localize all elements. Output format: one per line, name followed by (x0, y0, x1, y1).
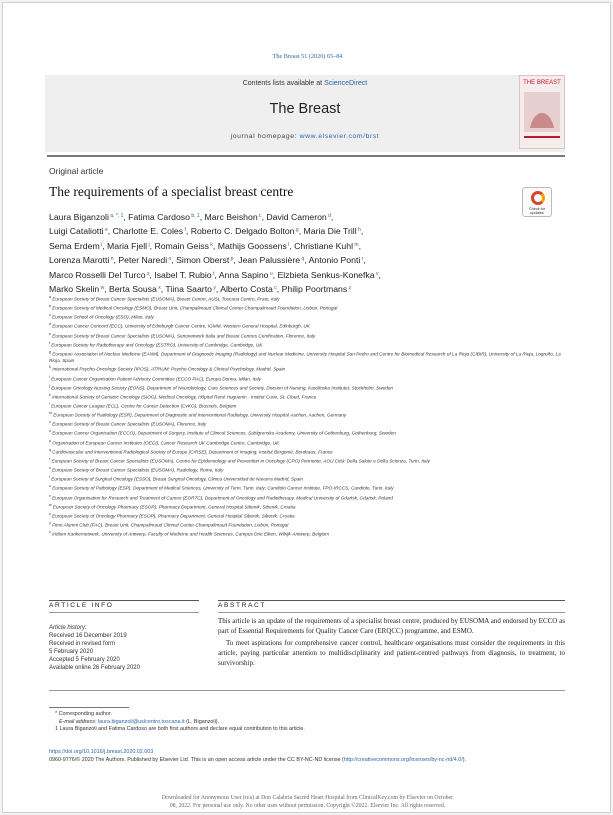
author-separator: , (363, 255, 366, 266)
author-affiliation-marker[interactable]: j (147, 241, 150, 248)
affiliation-item (49, 438, 565, 447)
contents-line (45, 80, 565, 87)
affiliation-key: h (49, 365, 51, 370)
author-name[interactable]: Marco Rosselli Del Turco (49, 269, 146, 280)
history-line: Available online 26 February 2020 (49, 665, 140, 672)
affiliation-key: w (49, 502, 52, 507)
author-name[interactable]: Sema Erdem (49, 240, 100, 251)
homepage-link[interactable]: www.elsevier.com/brst (299, 133, 380, 140)
affiliation-item (49, 321, 565, 330)
affiliation-text: International Society of Geriatric Oncology (SIOG), Medical Oncology, Hôpital René Huguenin - Institut Curie, St. Cloud, France (50, 394, 317, 400)
affiliation-key: f (49, 340, 50, 345)
author-name[interactable]: Berta Sousa (109, 284, 157, 295)
author-affiliation-marker[interactable]: a, *, 1 (108, 213, 124, 219)
affiliation-text: European Society of Breast Cancer Specialists (EUSOMA), Centre for Epidemiology and Prevention in Oncology (CPO) Piemonte, AOU Città' Della Salute e Della Scienza, Turin, Italy (50, 458, 430, 464)
doi-link[interactable]: https://doi.org/10.1016/j.breast.2020.02.003 (49, 749, 154, 755)
author-separator: , (212, 240, 218, 251)
affiliation-text: European Society of Pathology (ESP), Department of Medical Sciences, University of Turin, Turin, Italy; Candiolo Cancer Institute, FPO-IRCCS, Candiolo, Turin, Italy (51, 485, 394, 491)
affiliation-key: s (49, 466, 51, 471)
affiliation-text: Cardiovascular and Interventional Radiological Society of Europe (CIRSE), Department of Imaging, Institut Bergonié, Bordeaux, France (51, 449, 333, 455)
license-link[interactable]: http://creativecommons.org/licenses/by-nc-nd/4.0/ (343, 757, 463, 763)
affiliation-item (49, 303, 565, 312)
affiliation-text: European Oncology Nursing Society (EONS), Department of Neurobiology, Care Sciences and Society, Division of Nursing, Karolinska Institutet, Stockholm, Sweden (49, 385, 394, 391)
author-name[interactable]: Marko Skelin (49, 284, 100, 295)
affiliation-text: European Society of Medical Oncology (ESMO), Breast Unit, Champalimaud Clinical Center-Champalimaud Foundation, Lisbon, Portugal (51, 305, 338, 311)
author-separator: , (330, 212, 334, 222)
affiliation-item (49, 374, 565, 383)
corresponding-email-link[interactable]: laura.biganzoli@uslcentro.toscana.it (97, 718, 185, 725)
author-name[interactable]: Laura Biganzoli (49, 212, 109, 222)
crossmark-icon (531, 191, 545, 205)
license-prefix: 0960-9776/© 2020 The Authors. Published by Elsevier Ltd. This is an open access article under the CC BY-NC-ND license ( (49, 757, 344, 763)
author-separator: , (214, 269, 219, 280)
affiliation-item (49, 331, 565, 340)
author-affiliation-marker[interactable]: r (360, 256, 364, 263)
equal-contribution-note: 1 Laura Biganzoli and Fatima Cardoso are both first authors and declare equal contribution to this article. (55, 726, 305, 733)
author-name[interactable]: Anna Sapino (218, 269, 269, 280)
author-name[interactable]: Tiina Saarto (165, 284, 212, 295)
author-separator: , (104, 284, 110, 295)
author-affiliation-marker[interactable]: e (103, 227, 108, 234)
affiliation-key: q (49, 447, 51, 452)
affiliation-text: European Organisation for Research and Treatment of Cancer (EORTC), Department of Oncology and Radiotherapy, Medical University of Gdańsk, Gdańsk, Poland (50, 495, 393, 501)
affiliation-item (49, 483, 565, 492)
author-separator: , (298, 226, 304, 237)
abstract-paragraph: To meet aspirations for comprehensive cancer control, healthcare organisations must consider the requirements in this article, paying particular attention to multidisciplinarity and patient-centred pathways from diagnosis, to treatment, to survivorship. (218, 638, 565, 667)
author-name[interactable]: Christiane Kuhl (294, 240, 354, 251)
affiliation-item (49, 529, 565, 538)
affiliation-item (49, 364, 565, 373)
abstract-body (218, 617, 565, 671)
author-separator: , (171, 255, 177, 266)
affiliation-text: European Society of Oncology Pharmacy (ESOP), Pharmacy Department, General Hospital Sibenik, Sibenik, Croatia (50, 513, 295, 519)
affiliation-item (49, 502, 565, 511)
affiliation-item (49, 294, 565, 303)
masthead-rule (47, 155, 565, 157)
author-name[interactable]: Romain Geiss (154, 240, 209, 251)
author-separator: , (289, 240, 295, 251)
abstract-rule-top (218, 600, 565, 601)
crossmark-label (523, 207, 551, 215)
affiliation-key: o (49, 429, 51, 434)
affiliation-key: e (49, 331, 51, 336)
affiliation-item (49, 401, 565, 410)
author-separator: , (149, 269, 155, 280)
author-affiliation-marker[interactable]: c (272, 285, 277, 292)
author-name[interactable]: Mathijs Goossens (217, 240, 287, 251)
author-name[interactable]: Peter Naredi (118, 255, 168, 266)
doi-and-license (49, 748, 565, 764)
affiliation-key: u (49, 484, 51, 489)
affiliation-item (49, 456, 565, 465)
journal-title: The Breast (269, 101, 341, 117)
author-name[interactable]: Isabel T. Rubio (154, 269, 212, 280)
article-history (49, 624, 199, 673)
affiliation-text: European Society for Radiotherapy and Oncology (ESTRO), University of Cambridge, Cambridge, UK (50, 342, 263, 348)
sciencedirect-link[interactable]: ScienceDirect (324, 80, 368, 87)
author-affiliation-marker[interactable]: b, 1 (189, 213, 200, 219)
cover-art (520, 88, 564, 148)
author-affiliation-marker[interactable]: u (268, 270, 273, 277)
affiliation-text: European Society of Surgical Oncology (ESSO), Breast Surgical Oncology, Clinica Universidad de Navarra Madrid, Spain (50, 476, 303, 482)
author-name[interactable]: Fatima Cardoso (128, 212, 190, 222)
affiliation-key: b (49, 304, 51, 309)
affiliation-text: European Cancer Concord (ECC), University of Edinburgh Cancer Centre, IGMM, Western General Hospital, Edinburgh, UK (51, 324, 310, 330)
author-separator: , (215, 284, 221, 295)
author-affiliation-marker[interactable]: o (167, 256, 172, 263)
affiliation-key: j (49, 383, 50, 388)
author-affiliation-marker[interactable]: l (286, 241, 290, 248)
email-line (49, 719, 565, 727)
affiliation-text: European Association of Nuclear Medicine (EANM), Department of Diagnostic Imaging (Radiology) and Nuclear Medicine, University Hospital San Pedro and Centre for Biomedical Research of La Rioja (CIBIR), University of La Rioja, Logroño, La Rioja, Spain (49, 351, 561, 363)
affiliation-key: r (49, 456, 51, 461)
affiliation-item (49, 428, 565, 437)
history-line: 5 February 2020 (49, 649, 94, 656)
author-affiliation-marker[interactable]: v (374, 270, 379, 277)
affiliation-text: European Society of Breast Cancer Specialists (EUSOMA), Radiology, Rome, Italy (50, 467, 224, 473)
affiliation-key: v (49, 493, 51, 498)
author-name[interactable]: Jean Palussière (238, 255, 301, 266)
affiliation-key: l (49, 402, 50, 407)
author-separator: , (304, 255, 309, 266)
author-affiliation-marker[interactable]: z (347, 285, 352, 292)
affiliation-item (49, 312, 565, 321)
author-affiliation-marker[interactable]: s (145, 270, 150, 277)
footnotes (49, 711, 565, 734)
author-name[interactable]: Maria Die Trill (303, 226, 357, 237)
author-name[interactable]: Maria Fjell (107, 240, 148, 251)
author-separator: , (199, 212, 205, 222)
author-separator: , (233, 255, 239, 266)
author-name[interactable]: Simon Oberst (176, 255, 230, 266)
affiliation-text: European Society of Breast Cancer Specialists (EUSOMA), Breast Centre, AUSL Toscana Centro, Prato, Italy (51, 296, 280, 302)
download-notice-line1: Downloaded for Anonymous User (n/a) at Don Calabria Sacred Heart Hospital from ClinicalKey.com by Elsevier on October (161, 795, 454, 801)
affiliation-key: a (49, 295, 51, 299)
affiliation-key: p (49, 438, 51, 443)
author-name[interactable]: Charlotte E. Coles (112, 226, 184, 237)
email-label: E-mail address: (59, 718, 97, 725)
author-affiliation-marker[interactable]: f (183, 227, 186, 234)
footnote-rule (49, 707, 129, 708)
author-separator: , (261, 212, 267, 222)
article-info-rule (49, 612, 199, 613)
article-info-rule-top (49, 600, 199, 601)
author-affiliation-marker[interactable]: d (326, 213, 331, 219)
history-line: Received in revised form (49, 641, 116, 648)
affiliation-item (49, 340, 565, 349)
author-affiliation-marker[interactable]: p (229, 256, 234, 263)
affiliation-key: g (49, 349, 51, 354)
affiliation-text: European Cancer Organisation Patient Advisory Committee (ECCO PAC), Europa Donna, Milan, Italy (49, 376, 262, 382)
affiliation-key: n (49, 420, 51, 425)
license-suffix: ). (462, 757, 467, 763)
author-name[interactable]: Antonio Ponti (308, 255, 361, 266)
affiliation-key: d (49, 322, 51, 327)
affiliation-text: Organisation of European Cancer Institutes (OECI), Cancer Research UK Cambridge Centre, Cambridge, UK (51, 440, 280, 446)
affiliation-list (49, 294, 565, 538)
author-affiliation-marker[interactable]: n (109, 256, 114, 263)
affiliation-text: European School of Oncology (ESO), Milan, Italy (50, 314, 154, 320)
author-name[interactable]: Marc Beishon (204, 212, 258, 222)
journal-homepage (45, 133, 565, 140)
affiliation-text: Fimo Alumni Club (FAC), Breast Unit, Champalimaud Clinical Center-Champalimaud Foundation, Lisbon, Portugal (50, 522, 289, 528)
affiliation-key: i (49, 374, 50, 379)
affiliation-text: European Society of Oncology Pharmacy (ESOP), Pharmacy Department, General Hospital Sibenik, Sibenik, Croatia (51, 504, 296, 510)
affiliation-text: European Society of Breast Cancer Specialists (EUSOMA), Senonetwork Italia and Breast Centres Certification, Florence, Italy (51, 333, 316, 339)
download-notice (3, 795, 612, 810)
author-separator: , (160, 284, 166, 295)
history-line: Accepted 5 February 2020 (49, 657, 120, 664)
author-affiliation-marker[interactable]: m (353, 241, 359, 248)
author-separator: , (107, 226, 113, 237)
affiliation-item (49, 493, 565, 502)
author-separator: , (360, 226, 364, 237)
affiliation-item (49, 419, 565, 428)
affiliation-key: k (49, 392, 51, 397)
author-affiliation-marker[interactable]: y (211, 285, 216, 292)
affiliation-key: c (49, 313, 51, 318)
affiliation-item (49, 383, 565, 392)
cover-title: THE BREAST (523, 80, 561, 86)
author-separator: , (276, 284, 282, 295)
affiliation-key: x (49, 511, 51, 516)
author-name[interactable]: Alberto Costa (220, 284, 273, 295)
author-affiliation-marker[interactable]: g (294, 227, 299, 234)
contents-prefix: Contents lists available at (242, 80, 325, 87)
download-notice-line2: 08, 2022. For personal use only. No other uses without permission. Copyright ©2022. Elsevier Inc. All rights reserved. (169, 802, 446, 809)
license-line (49, 756, 565, 764)
affiliation-item (49, 349, 565, 364)
article-type: Original article (49, 166, 104, 176)
author-affiliation-marker[interactable]: h (356, 227, 361, 234)
affiliation-item (49, 410, 565, 419)
affiliation-text: European Cancer League (ECL), Centre for Cancer Detection (CvKO), Brussels, Belgium (49, 403, 237, 409)
author-affiliation-marker[interactable]: i (99, 241, 103, 248)
author-affiliation-marker[interactable]: x (156, 285, 161, 292)
abstract-bottom-rule (49, 690, 565, 691)
author-name[interactable]: Luigi Cataliotti (49, 226, 104, 237)
affiliation-text: European Cancer Organisation (ECCO), Department of Surgery, Institute of Clinical Sciences, Sahlgrenska Academy, University of Gothenburg, Gothenburg, Sweden (51, 431, 396, 437)
affiliation-item (49, 392, 565, 401)
affiliation-item (49, 465, 565, 474)
affiliation-item (49, 520, 565, 529)
article-info-heading: ARTICLE INFO (49, 602, 114, 609)
author-affiliation-marker[interactable]: t (211, 270, 215, 277)
author-separator: , (123, 212, 129, 222)
email-suffix: (L. Biganzoli). (186, 718, 220, 725)
author-affiliation-marker[interactable]: k (209, 241, 213, 248)
history-label: Article history: (49, 625, 87, 631)
author-separator: , (149, 240, 155, 251)
author-separator: , (185, 226, 191, 237)
affiliation-item (49, 447, 565, 456)
affiliation-key: t (49, 475, 50, 480)
article-title: The requirements of a specialist breast centre (49, 184, 294, 199)
crossmark-line1: Check for (528, 207, 546, 211)
check-for-updates-badge[interactable] (522, 187, 552, 217)
author-affiliation-marker[interactable]: w (99, 285, 105, 292)
abstract-paragraph: This article is an update of the requirements of a specialist breast centre, produced by EUSOMA and endorsed by ECCO as part of Essential Requirements for Quality Cancer Care (ERQCC) programme, and ESMO. (218, 617, 565, 635)
history-line: Received 16 December 2019 (49, 633, 127, 640)
corresponding-author-note: * Corresponding author. (55, 711, 112, 717)
affiliation-key: m (49, 411, 52, 416)
author-separator: , (378, 269, 381, 280)
affiliation-item (49, 474, 565, 483)
affiliation-item (49, 511, 565, 520)
affiliation-key: z (49, 530, 51, 535)
author-name[interactable]: Lorenza Marotti (49, 255, 110, 266)
author-name[interactable]: Roberto C. Delgado Bolton (190, 226, 295, 237)
author-affiliation-marker[interactable]: q (300, 256, 305, 263)
homepage-prefix: journal homepage: (230, 133, 300, 140)
author-separator: , (272, 269, 278, 280)
author-name[interactable]: Philip Poortmans (281, 284, 348, 295)
crossmark-line2: updates (530, 211, 544, 216)
author-name[interactable]: David Cameron (266, 212, 327, 222)
affiliation-text: Iridium Kankernetwerk, University of Antwerp, Faculty of Medicine and Health Sciences, Campus Drie Eiken, Wilrijk-Antwerp, Belgium (50, 531, 330, 537)
affiliation-text: European Society of Radiology (ESR), Department of Diagnostic and Interventional Radiology, University Hospital Aachen, Aachen, Germany (52, 412, 347, 418)
author-list (49, 210, 519, 296)
author-separator: , (358, 240, 361, 251)
journal-cover-thumbnail (519, 75, 565, 149)
affiliation-text: International Psycho-Oncology Society (IPOS), ATRIUM: Psycho-Oncology & Clinical Psychology, Madrid, Spain (51, 366, 286, 372)
author-affiliation-marker[interactable]: c (257, 213, 262, 219)
abstract-rule (218, 612, 565, 613)
author-separator: , (102, 240, 108, 251)
author-name[interactable]: Elzbieta Senkus-Konefka (277, 269, 375, 280)
abstract-heading: ABSTRACT (218, 602, 266, 609)
affiliation-key: y (49, 521, 51, 526)
author-separator: , (113, 255, 119, 266)
journal-masthead (45, 75, 565, 152)
journal-reference[interactable]: The Breast 51 (2020) 65–84 (272, 53, 343, 60)
affiliation-text: European Society of Breast Cancer Specialists (EUSOMA), Florence, Italy (51, 421, 207, 427)
article-page (2, 2, 611, 813)
